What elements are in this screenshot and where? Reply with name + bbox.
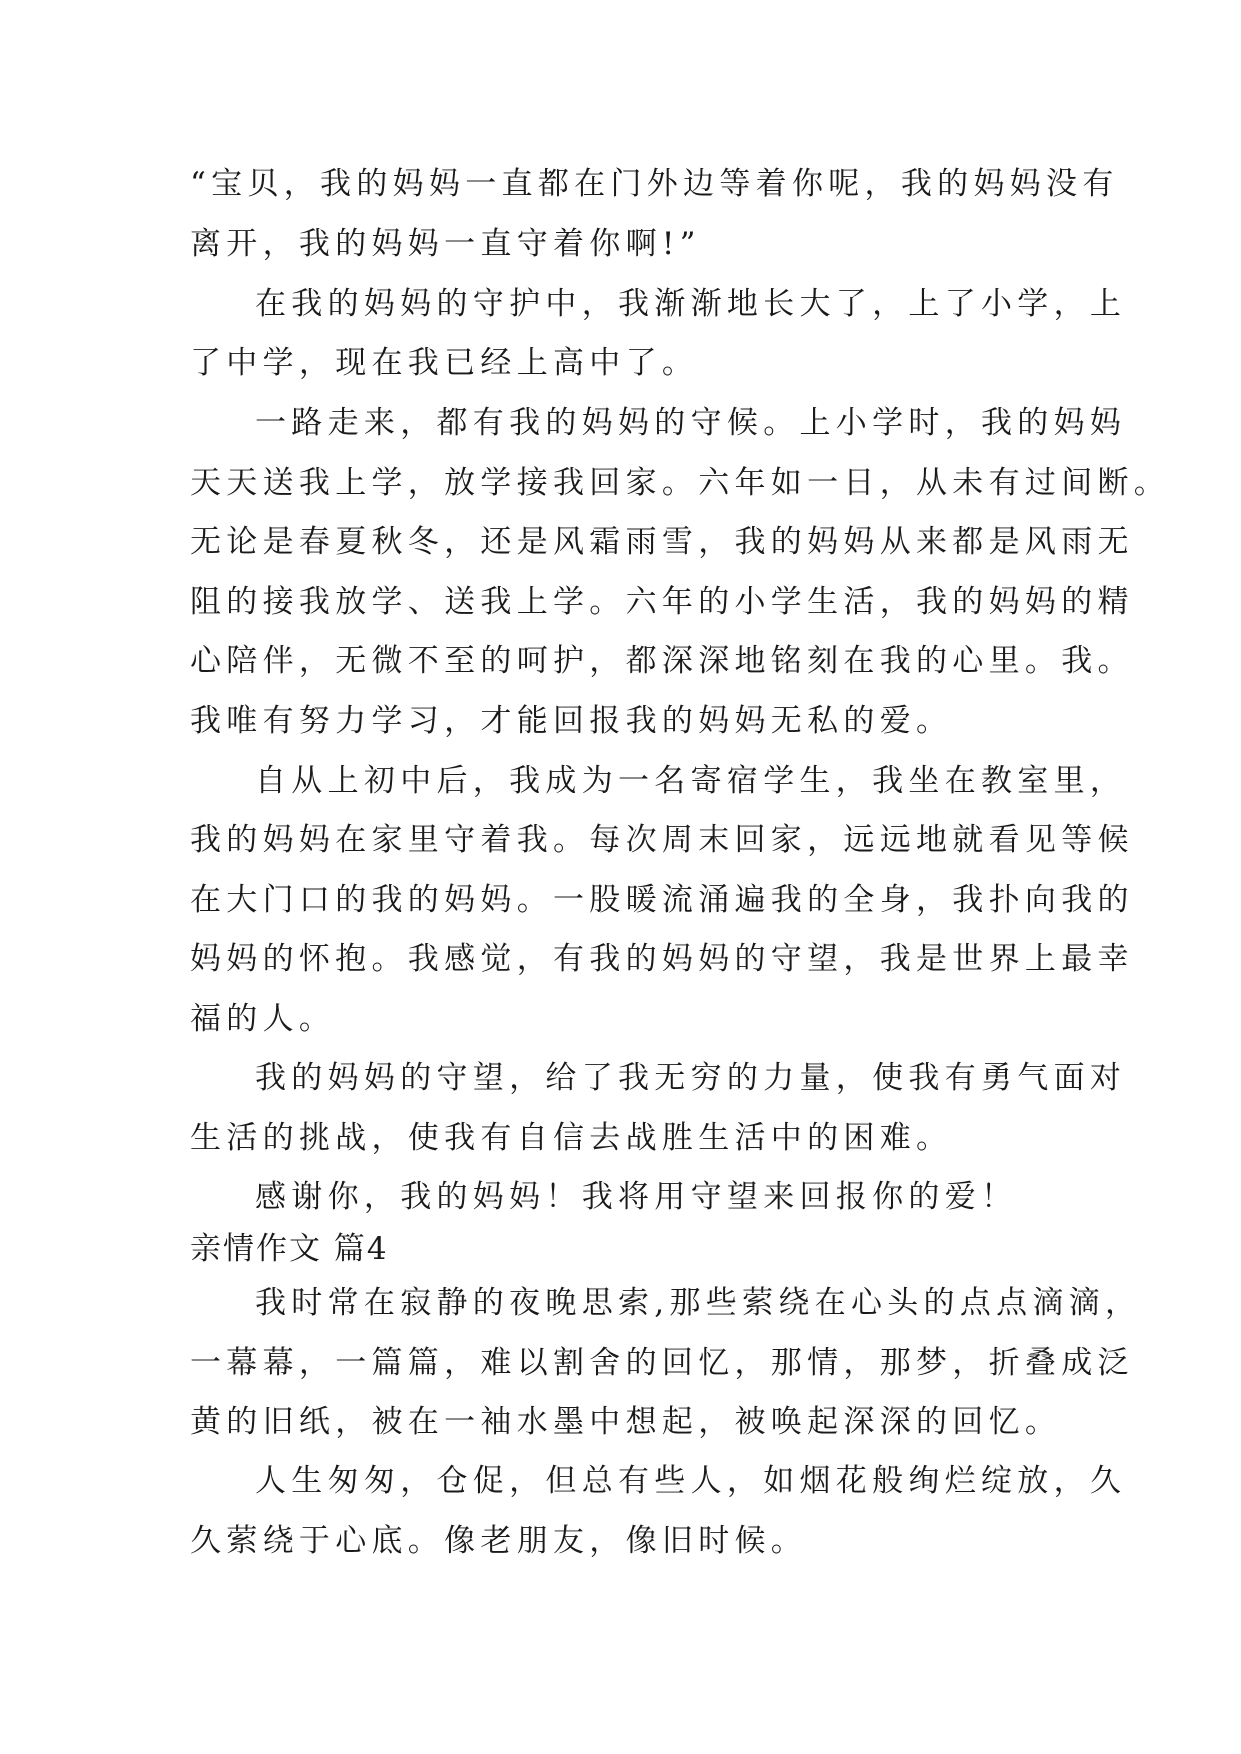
text-line: 福的人。 [190,1001,336,1037]
text-line: 心陪伴，无微不至的呵护，都深深地铭刻在我的心里。我。 [190,643,1134,679]
paragraph-start-line: 在我的妈妈的守护中，我渐渐地长大了，上了小学，上 [255,286,1127,322]
text-line: 天天送我上学，放学接我回家。六年如一日，从未有过间断。 [190,465,1171,501]
section-heading: 亲情作文 篇4 [190,1231,389,1267]
text-line: 无论是春夏秋冬，还是风霜雨雪，我的妈妈从来都是风雨无 [190,524,1134,560]
text-line: 黄的旧纸，被在一袖水墨中想起，被唤起深深的回忆。 [190,1404,1062,1440]
paragraph-start-line: 我的妈妈的守望，给了我无穷的力量，使我有勇气面对 [255,1060,1127,1096]
text-line: 一幕幕，一篇篇，难以割舍的回忆，那情，那梦，折叠成泛 [190,1345,1134,1381]
text-line: 我唯有努力学习，才能回报我的妈妈无私的爱。 [190,703,953,739]
paragraph-start-line: 人生匆匆，仓促，但总有些人，如烟花般绚烂绽放，久 [255,1463,1127,1499]
text-line: 生活的挑战，使我有自信去战胜生活中的困难。 [190,1120,953,1156]
text-line: 久萦绕于心底。像老朋友，像旧时候。 [190,1523,808,1559]
text-line: 阻的接我放学、送我上学。六年的小学生活，我的妈妈的精 [190,584,1134,620]
paragraph-start-line: 我时常在寂静的夜晚思索,那些萦绕在心头的点点滴滴， [255,1285,1142,1321]
text-line: 妈妈的怀抱。我感觉，有我的妈妈的守望，我是世界上最幸 [190,941,1134,977]
text-line: 了中学，现在我已经上高中了。 [190,345,699,381]
paragraph-start-line: 感谢你，我的妈妈！我将用守望来回报你的爱！ [255,1179,1018,1215]
paragraph-start-line: 自从上初中后，我成为一名寄宿学生，我坐在教室里， [255,763,1127,799]
text-line: 我的妈妈在家里守着我。每次周末回家，远远地就看见等候 [190,822,1134,858]
text-line: 离开，我的妈妈一直守着你啊!” [190,226,701,262]
text-line: “宝贝，我的妈妈一直都在门外边等着你呢，我的妈妈没有 [190,166,1119,202]
text-line: 在大门口的我的妈妈。一股暖流涌遍我的全身，我扑向我的 [190,882,1134,918]
paragraph-start-line: 一路走来，都有我的妈妈的守候。上小学时，我的妈妈 [255,405,1127,441]
